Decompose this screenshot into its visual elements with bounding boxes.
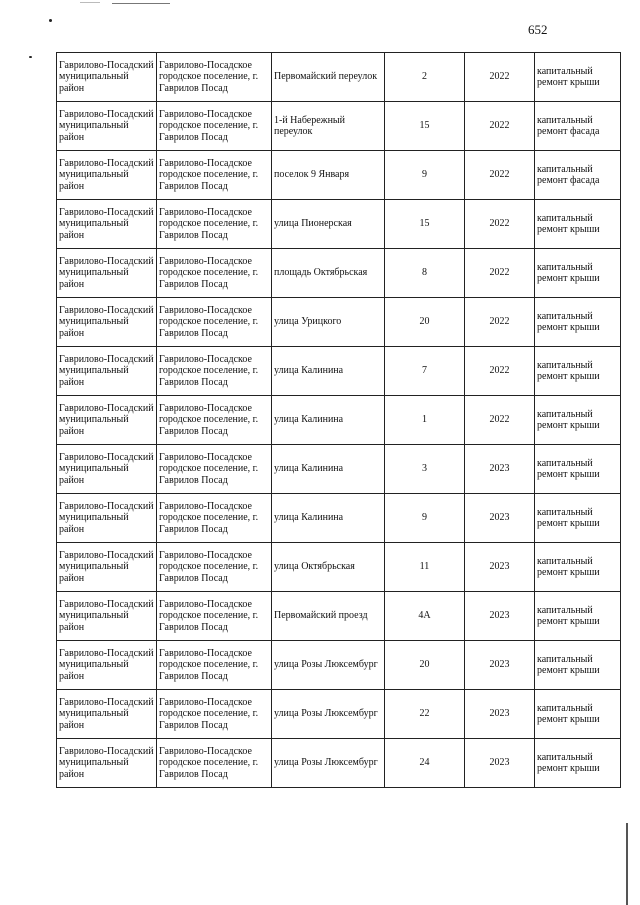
district-cell: Гаврилово-Посадский муниципальный район [57,151,157,200]
work-type-cell: капитальный ремонт крыши [535,298,621,347]
street-cell: 1-й Набережный переулок [272,102,385,151]
settlement-cell: Гаврилово-Посадское городское поселение, г. Гаврилов Посад [157,347,272,396]
house-number-cell: 20 [385,641,465,690]
scan-speck [49,19,52,22]
street-cell: улица Розы Люксембург [272,690,385,739]
work-type-cell: капитальный ремонт крыши [535,445,621,494]
street-cell: улица Пионерская [272,200,385,249]
table-body [57,53,621,788]
house-number-cell: 8 [385,249,465,298]
table-row [57,494,621,543]
district-cell: Гаврилово-Посадский муниципальный район [57,249,157,298]
settlement-cell: Гаврилово-Посадское городское поселение, г. Гаврилов Посад [157,690,272,739]
district-cell: Гаврилово-Посадский муниципальный район [57,494,157,543]
work-type-cell: капитальный ремонт фасада [535,102,621,151]
table-row [57,200,621,249]
table-row [57,102,621,151]
street-cell: поселок 9 Января [272,151,385,200]
street-cell: улица Урицкого [272,298,385,347]
district-cell: Гаврилово-Посадский муниципальный район [57,347,157,396]
settlement-cell: Гаврилово-Посадское городское поселение, г. Гаврилов Посад [157,739,272,788]
settlement-cell: Гаврилово-Посадское городское поселение, г. Гаврилов Посад [157,641,272,690]
work-type-cell: капитальный ремонт крыши [535,53,621,102]
year-cell: 2023 [465,690,535,739]
street-cell: Первомайский переулок [272,53,385,102]
work-type-cell: капитальный ремонт крыши [535,592,621,641]
district-cell: Гаврилово-Посадский муниципальный район [57,445,157,494]
table-row [57,641,621,690]
table-row [57,249,621,298]
district-cell: Гаврилово-Посадский муниципальный район [57,298,157,347]
work-type-cell: капитальный ремонт крыши [535,347,621,396]
year-cell: 2022 [465,347,535,396]
house-number-cell: 2 [385,53,465,102]
street-cell: улица Калинина [272,445,385,494]
settlement-cell: Гаврилово-Посадское городское поселение, г. Гаврилов Посад [157,592,272,641]
house-number-cell: 9 [385,494,465,543]
table-row [57,543,621,592]
work-type-cell: капитальный ремонт крыши [535,543,621,592]
district-cell: Гаврилово-Посадский муниципальный район [57,200,157,249]
year-cell: 2022 [465,151,535,200]
district-cell: Гаврилово-Посадский муниципальный район [57,53,157,102]
table-row [57,53,621,102]
year-cell: 2022 [465,249,535,298]
street-cell: улица Калинина [272,494,385,543]
scan-speck [29,56,32,58]
house-number-cell: 24 [385,739,465,788]
table-row [57,396,621,445]
settlement-cell: Гаврилово-Посадское городское поселение, г. Гаврилов Посад [157,445,272,494]
district-cell: Гаврилово-Посадский муниципальный район [57,690,157,739]
house-number-cell: 15 [385,200,465,249]
year-cell: 2022 [465,102,535,151]
page-number: 652 [528,22,548,37]
year-cell: 2023 [465,445,535,494]
street-cell: улица Октябрьская [272,543,385,592]
street-cell: улица Калинина [272,347,385,396]
year-cell: 2022 [465,200,535,249]
scan-edge-line [626,823,628,905]
year-cell: 2022 [465,53,535,102]
street-cell: улица Розы Люксембург [272,739,385,788]
settlement-cell: Гаврилово-Посадское городское поселение, г. Гаврилов Посад [157,249,272,298]
settlement-cell: Гаврилово-Посадское городское поселение, г. Гаврилов Посад [157,53,272,102]
settlement-cell: Гаврилово-Посадское городское поселение, г. Гаврилов Посад [157,151,272,200]
district-cell: Гаврилово-Посадский муниципальный район [57,592,157,641]
house-number-cell: 7 [385,347,465,396]
street-cell: площадь Октябрьская [272,249,385,298]
settlement-cell: Гаврилово-Посадское городское поселение, г. Гаврилов Посад [157,543,272,592]
table-row [57,592,621,641]
house-number-cell: 11 [385,543,465,592]
house-number-cell: 20 [385,298,465,347]
work-type-cell: капитальный ремонт крыши [535,200,621,249]
scan-artifact [80,2,100,3]
district-cell: Гаврилово-Посадский муниципальный район [57,543,157,592]
year-cell: 2023 [465,494,535,543]
district-cell: Гаврилово-Посадский муниципальный район [57,102,157,151]
settlement-cell: Гаврилово-Посадское городское поселение, г. Гаврилов Посад [157,298,272,347]
work-type-cell: капитальный ремонт крыши [535,739,621,788]
work-type-cell: капитальный ремонт крыши [535,396,621,445]
work-type-cell: капитальный ремонт крыши [535,641,621,690]
street-cell: улица Розы Люксембург [272,641,385,690]
settlement-cell: Гаврилово-Посадское городское поселение, г. Гаврилов Посад [157,396,272,445]
house-number-cell: 9 [385,151,465,200]
table-row [57,347,621,396]
table-row [57,298,621,347]
house-number-cell: 3 [385,445,465,494]
scan-artifact [112,3,170,4]
house-number-cell: 15 [385,102,465,151]
district-cell: Гаврилово-Посадский муниципальный район [57,396,157,445]
district-cell: Гаврилово-Посадский муниципальный район [57,739,157,788]
table-row [57,739,621,788]
year-cell: 2022 [465,298,535,347]
year-cell: 2022 [465,396,535,445]
table-row [57,151,621,200]
settlement-cell: Гаврилово-Посадское городское поселение, г. Гаврилов Посад [157,494,272,543]
year-cell: 2023 [465,592,535,641]
repair-schedule-table [56,52,621,788]
table-row [57,445,621,494]
street-cell: Первомайский проезд [272,592,385,641]
house-number-cell: 1 [385,396,465,445]
settlement-cell: Гаврилово-Посадское городское поселение, г. Гаврилов Посад [157,200,272,249]
year-cell: 2023 [465,641,535,690]
year-cell: 2023 [465,739,535,788]
work-type-cell: капитальный ремонт фасада [535,151,621,200]
year-cell: 2023 [465,543,535,592]
house-number-cell: 22 [385,690,465,739]
district-cell: Гаврилово-Посадский муниципальный район [57,641,157,690]
work-type-cell: капитальный ремонт крыши [535,249,621,298]
work-type-cell: капитальный ремонт крыши [535,494,621,543]
street-cell: улица Калинина [272,396,385,445]
table-row [57,690,621,739]
house-number-cell: 4А [385,592,465,641]
settlement-cell: Гаврилово-Посадское городское поселение, г. Гаврилов Посад [157,102,272,151]
work-type-cell: капитальный ремонт крыши [535,690,621,739]
